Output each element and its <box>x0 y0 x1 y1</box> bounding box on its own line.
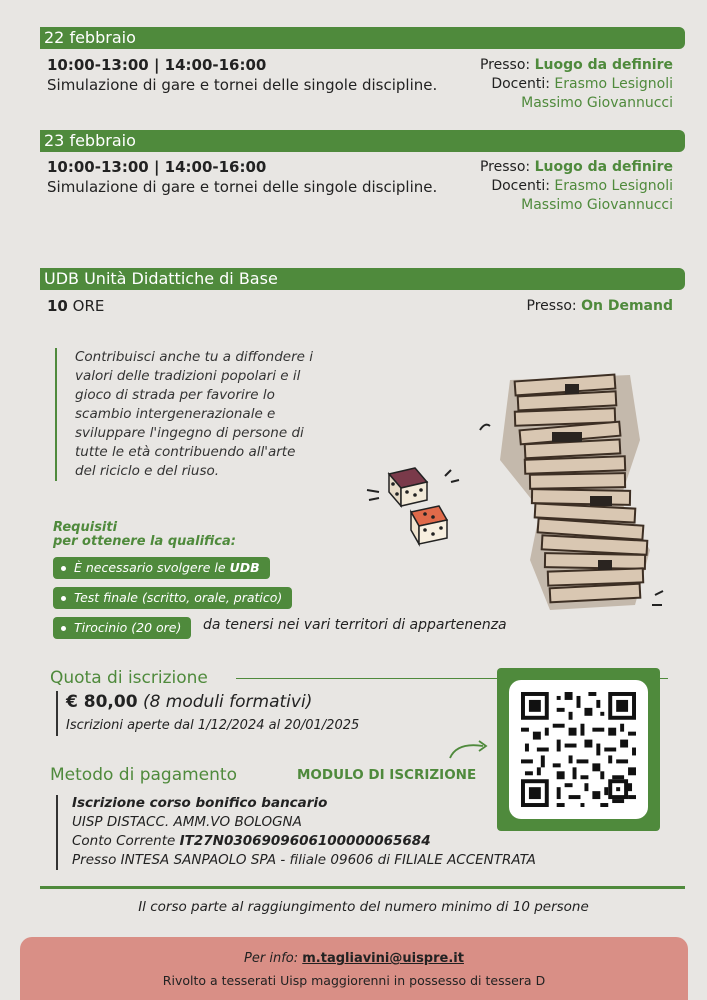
requirements-title <box>53 521 236 549</box>
requirement-item-test <box>53 587 292 609</box>
schedule-desc-1: Simulazione di gare e tornei delle singole discipline. <box>47 76 438 94</box>
udb-presso <box>527 297 673 316</box>
footer-info <box>20 937 688 1000</box>
payment-title: Metodo di pagamento <box>50 765 237 785</box>
payment-line <box>72 832 536 851</box>
presso-value: Luogo da definire <box>534 57 673 73</box>
fee-title: Quota di iscrizione <box>50 668 208 688</box>
divider <box>56 795 58 870</box>
info-label: Per info: <box>244 951 299 966</box>
payment-details <box>72 794 536 870</box>
schedule-desc-2: Simulazione di gare e tornei delle singole discipline. <box>47 178 438 196</box>
udb-hours-unit: ORE <box>72 297 105 315</box>
payment-line: UISP DISTACC. AMM.VO BOLOGNA <box>72 814 302 830</box>
iban-value: IT27N0306909606100000065684 <box>179 833 431 849</box>
docente-name: Erasmo Lesignoli <box>554 178 673 194</box>
contact-email-link[interactable]: m.tagliavini@uispre.it <box>302 951 464 966</box>
docenti-label: Docenti: <box>491 76 550 92</box>
schedule-time-2: 10:00-13:00 | 14:00-16:00 <box>47 158 267 176</box>
docente-name: Massimo Giovannucci <box>521 95 673 111</box>
docenti-label: Docenti: <box>491 178 550 194</box>
requirements-title-line1: Requisiti <box>53 520 118 535</box>
footer-note: Rivolto a tesserati Uisp maggiorenni in possesso di tessera D <box>162 973 546 988</box>
requirement-text: È necessario svolgere le <box>74 560 230 575</box>
date-header-2: 23 febbraio <box>40 130 685 152</box>
registration-form-link[interactable]: MODULO DI ISCRIZIONE <box>297 767 477 783</box>
presso-label: Presso: <box>526 298 577 314</box>
udb-hours <box>47 297 104 315</box>
fee-amount-line <box>66 692 312 712</box>
intro-quote: Contribuisci anche tu a diffondere i valori delle tradizioni popolari e il gioco di strada per favorire lo scambio intergenerazionale e sviluppare l'ingegno di persone di tutte le età contribuendo all'arte del riciclo e del riuso. <box>55 348 315 481</box>
requirement-item-tirocinio <box>53 617 191 639</box>
fee-amount: € 80,00 <box>66 692 138 712</box>
presso-label: Presso: <box>479 159 531 175</box>
qr-code-icon[interactable] <box>521 692 636 807</box>
arrow-icon <box>447 738 492 762</box>
requirements-title-line2: per ottenere la qualifica: <box>53 534 236 549</box>
divider <box>56 691 58 736</box>
requirement-note: da tenersi nei vari territori di appartenenza <box>203 617 507 633</box>
udb-header: UDB Unità Didattiche di Base <box>40 268 685 290</box>
payment-line: Iscrizione corso bonifico bancario <box>72 795 328 811</box>
docente-name: Massimo Giovannucci <box>521 197 673 213</box>
date-header-1: 22 febbraio <box>40 27 685 49</box>
schedule-info-2 <box>480 158 673 215</box>
presso-label: Presso: <box>479 57 531 73</box>
requirement-item-udb <box>53 557 270 579</box>
requirement-text: Tirocinio (20 ore) <box>74 620 182 635</box>
footer-contact <box>20 951 688 966</box>
requirement-text: Test finale (scritto, orale, pratico) <box>74 590 283 605</box>
udb-hours-number: 10 <box>47 297 68 315</box>
schedule-info-1 <box>480 56 673 113</box>
divider <box>40 886 685 889</box>
jenga-tower-illustration <box>470 360 670 620</box>
payment-line: Presso INTESA SANPAOLO SPA - filiale 09606 di FILIALE ACCENTRATA <box>72 852 536 868</box>
docente-name: Erasmo Lesignoli <box>554 76 673 92</box>
iban-label: Conto Corrente <box>72 833 180 849</box>
dice-illustration <box>365 462 465 547</box>
minimum-participants-notice: Il corso parte al raggiungimento del numero minimo di 10 persone <box>138 899 589 915</box>
fee-period: Iscrizioni aperte dal 1/12/2024 al 20/01/2025 <box>66 718 360 733</box>
fee-note: (8 moduli formativi) <box>142 692 313 712</box>
requirement-bold: UDB <box>229 560 260 575</box>
schedule-time-1: 10:00-13:00 | 14:00-16:00 <box>47 56 267 74</box>
presso-value: Luogo da definire <box>534 159 673 175</box>
presso-value: On Demand <box>581 298 673 314</box>
